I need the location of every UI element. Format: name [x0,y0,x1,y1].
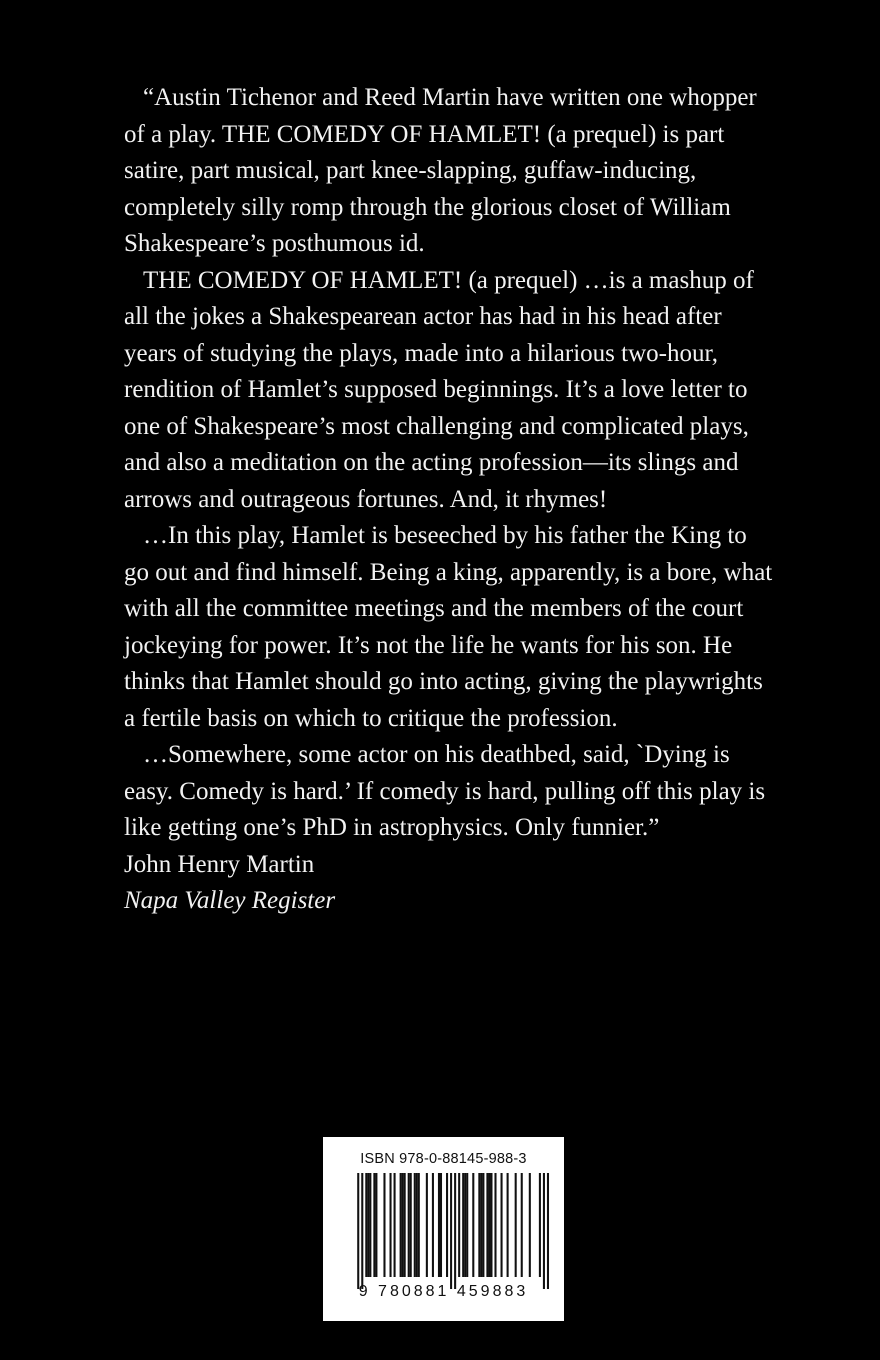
barcode-bar [521,1173,523,1277]
barcode-bar [402,1173,404,1277]
review-author: John Henry Martin [124,850,315,878]
barcode-bar [383,1173,385,1277]
barcode-bar [458,1173,460,1277]
barcode-bar [466,1173,468,1277]
barcode-bar [543,1173,545,1289]
review-paragraph-1: “Austin Tichenor and Reed Martin have written one whopper of a play. THE COMEDY OF HAMLET! (a prequel) is part satire, part musical, part knee-slapping, guffaw-inducing, completely silly romp through the glorious closet of William Shakespeare’s posthumous id. [124,84,757,257]
barcode-bar [367,1173,369,1277]
barcode-bar [432,1173,434,1277]
review-paragraph-4: …Somewhere, some actor on his deathbed, said, `Dying is easy. Comedy is hard.’ If comedy is hard, pulling off this play is like getting one’s PhD in astrophysics. Only funnier.” [124,741,766,841]
barcode-bar [373,1173,375,1277]
isbn-label: ISBN 978-0-88145-988-3 [360,1151,527,1167]
barcode-bar [547,1173,549,1289]
barcode-bar [369,1173,371,1277]
barcode-bar [375,1173,377,1277]
barcode-bar [357,1173,359,1289]
barcode-bar [414,1173,416,1277]
barcode-bar [494,1173,496,1277]
barcode-bar [404,1173,406,1277]
barcode-bar [394,1173,396,1277]
review-paragraph-2: THE COMEDY OF HAMLET! (a prequel) …is a mashup of all the jokes a Shakespearean actor has had in his head after years of studying the plays, made into a hilarious two-hour, rendition of Hamlet’s supposed beginnings. It’s a love letter to one of Shakespeare’s most challenging and complicated plays, and also a meditation on the acting profession—its slings and arrows and outrageous fortunes. And, it rhymes! [124,266,754,513]
barcode-bar [539,1173,541,1277]
barcode-bar [529,1173,531,1277]
barcode-bar [488,1173,490,1277]
review-source: Napa Valley Register [124,887,336,914]
barcode-bar [464,1173,466,1277]
barcode-bar [450,1173,452,1289]
barcode-bar [482,1173,484,1277]
barcode-bar [454,1173,456,1289]
isbn-barcode [323,1137,564,1321]
barcode-bar [408,1173,410,1277]
barcode-bar [462,1173,464,1277]
barcode-bar [365,1173,367,1277]
barcode-bar [416,1173,418,1277]
ean-digits: 9 780881 459883 [358,1283,529,1300]
barcode-bar [440,1173,442,1277]
barcode-bar [486,1173,488,1277]
barcode-bar [446,1173,448,1277]
barcode-bar [438,1173,440,1277]
barcode-bar [507,1173,509,1277]
barcode-bar [361,1173,363,1289]
barcode-bar [515,1173,517,1277]
barcode-bar [426,1173,428,1277]
barcode-bar [472,1173,474,1277]
barcode-bar [418,1173,420,1277]
barcode-bar [400,1173,402,1277]
review-quote [124,80,774,920]
barcode-bar [478,1173,480,1277]
barcode-bar [501,1173,503,1277]
barcode-bar [480,1173,482,1277]
barcode-bar [390,1173,392,1277]
review-paragraph-3: …In this play, Hamlet is beseeched by his father the King to go out and find himself. Being a king, apparently, is a bore, what with all the committee meetings and the members of the court jockeying for power. It’s not the life he wants for his son. He thinks that Hamlet should go into acting, giving the playwrights a fertile basis on which to critique the profession. [124,522,773,732]
barcode-bar [490,1173,492,1277]
barcode-bar [410,1173,412,1277]
